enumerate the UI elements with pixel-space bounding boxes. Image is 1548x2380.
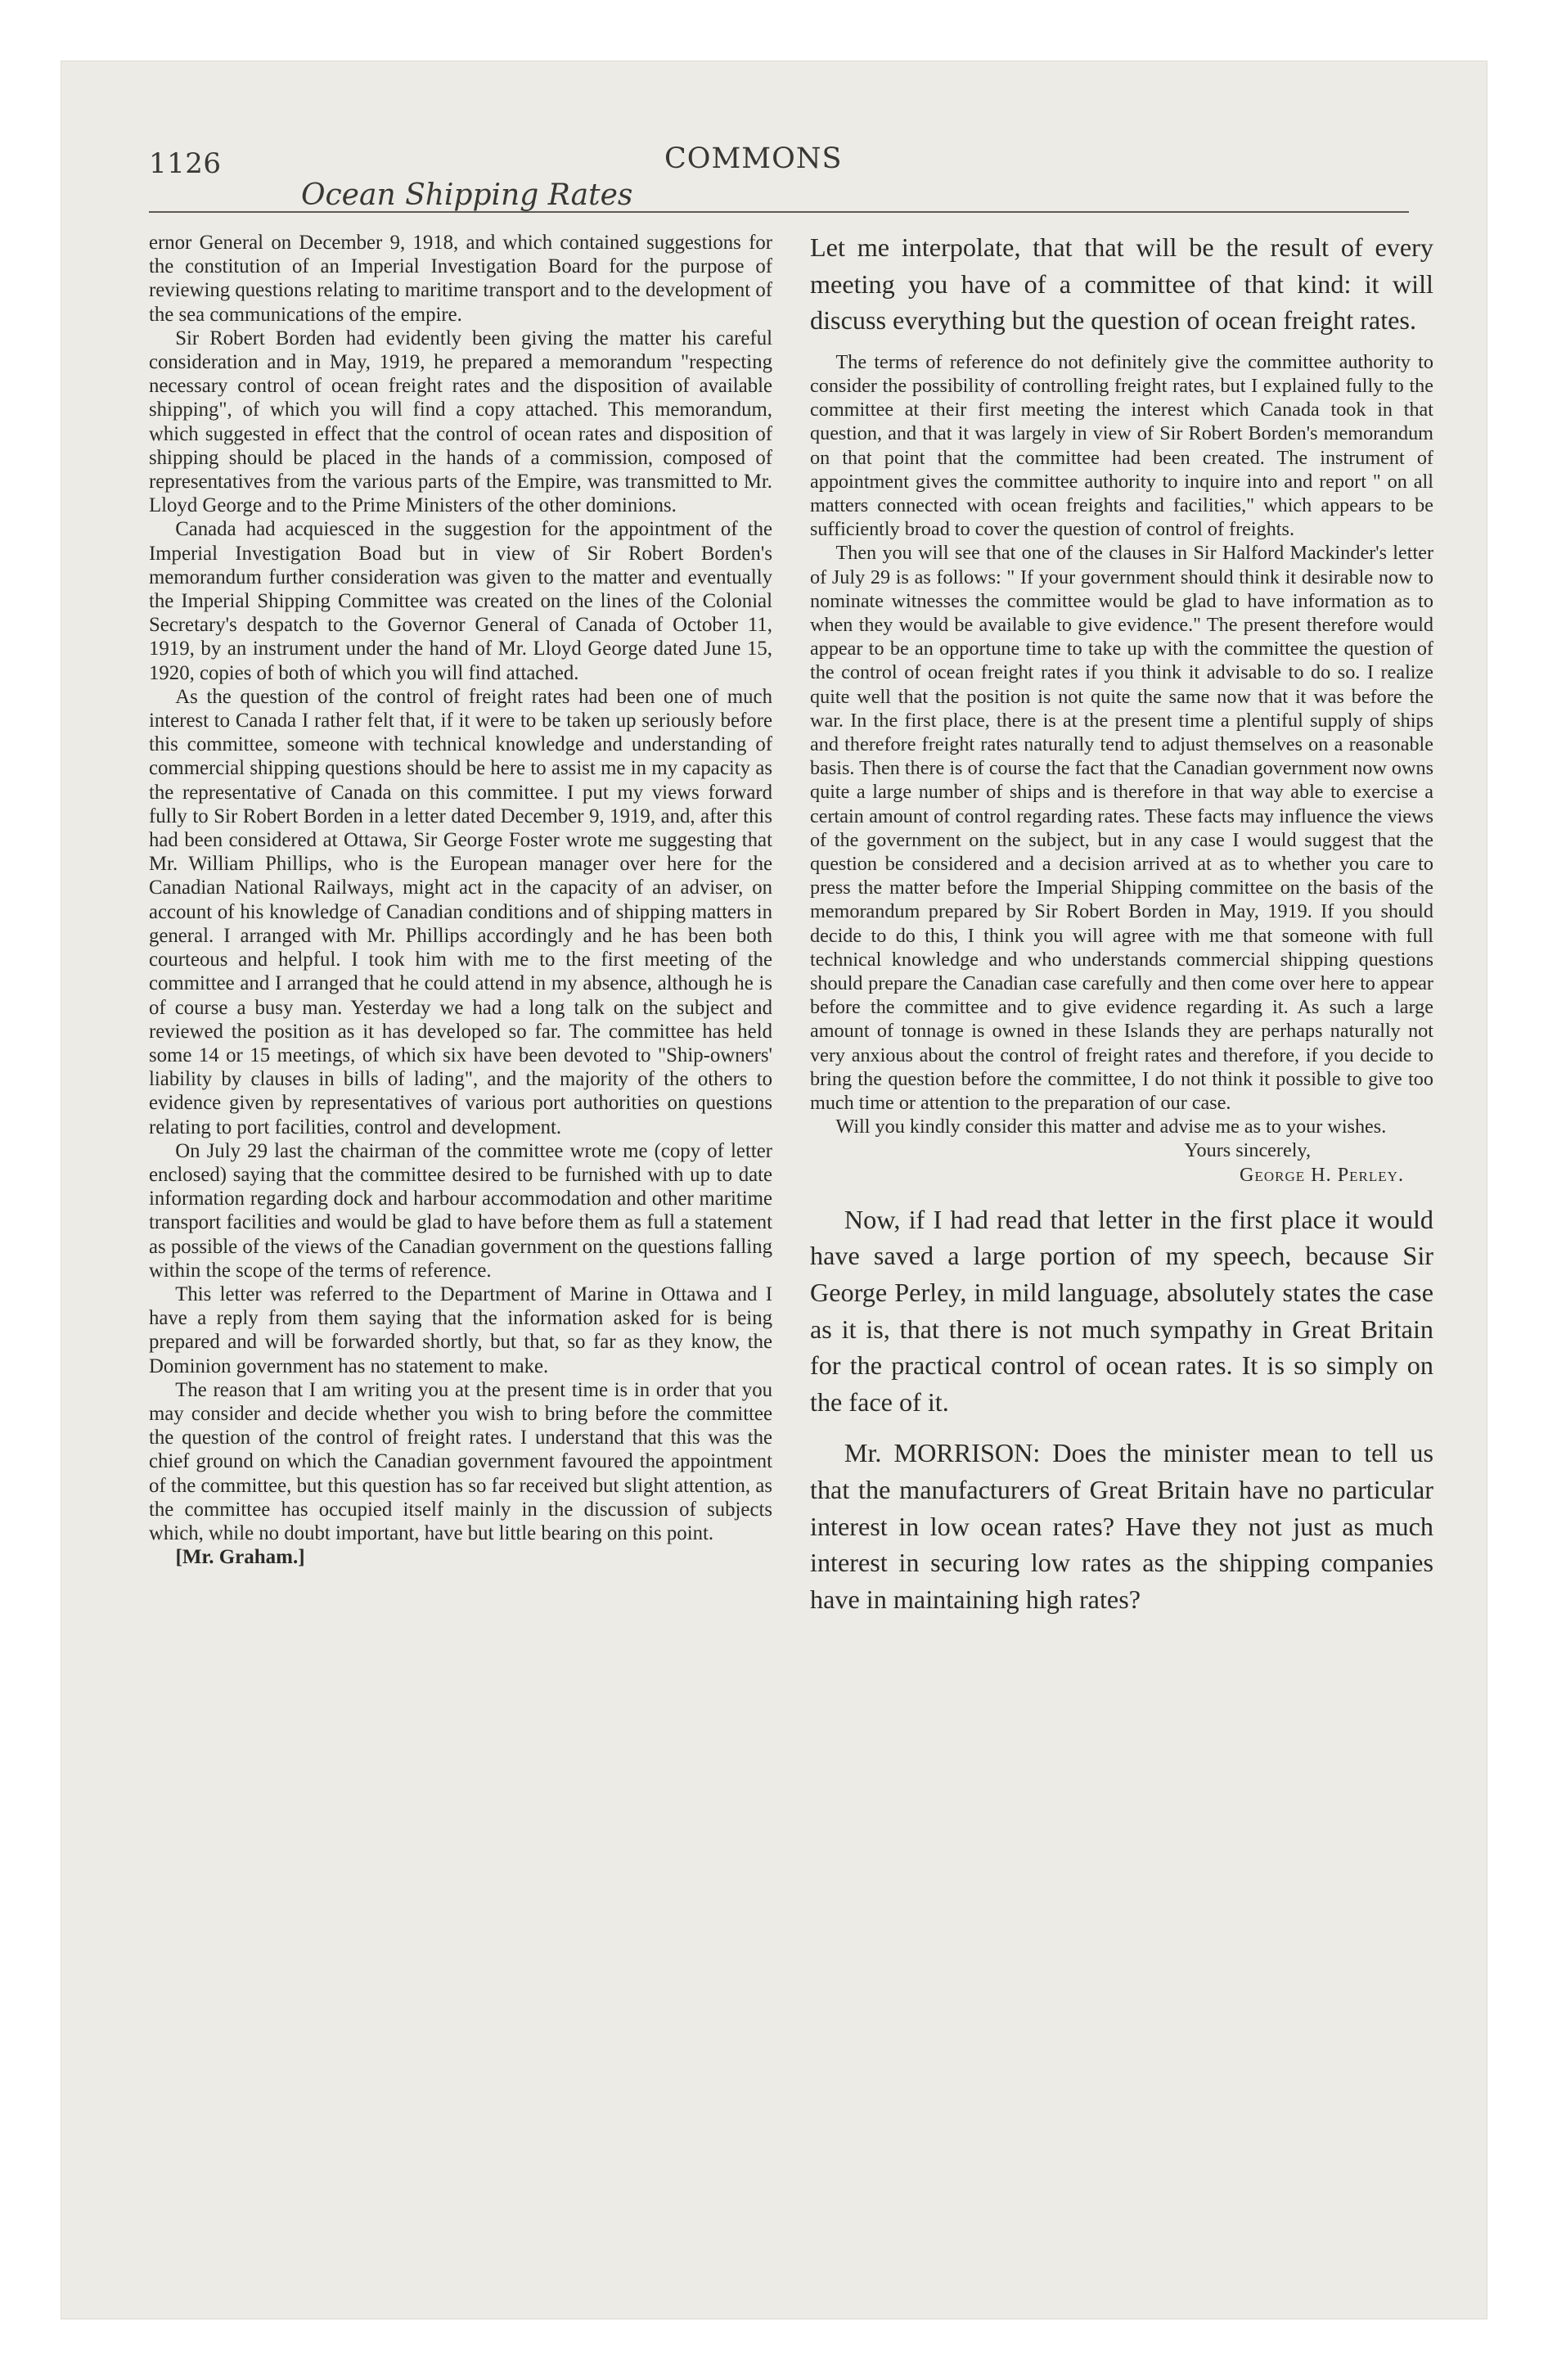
letter-closing: Yours sincerely, — [1184, 1139, 1311, 1162]
paragraph: On July 29 last the chairman of the committee wrote me (copy of letter enclosed) saying that the committee desired to be furnished with up to date information regarding dock and harbour accommodation and other maritime transport facilities and would be glad to have before them as full a statement as possible of the views of the Canadian government on the questions falling within the scope of the terms of reference. — [149, 1139, 772, 1282]
speech-paragraph: Now, if I had read that letter in the first place it would have saved a large portion of my speech, because Sir George Perley, in mild language, absolutely states the case as it is, that there is not much sympathy in Great Britain for the practical control of ocean rates. It is so simply on the face of it. — [810, 1204, 1433, 1417]
speech-paragraph: Mr. MORRISON: Does the minister mean to tell us that the manufacturers of Great Britain have no particular interest in low ocean rates? Have they not just as much interest in securing low rates as the shipping companies have in maintaining high rates? — [810, 1438, 1433, 1614]
letter-paragraph: Will you kindly consider this matter and advise me as to your wishes. — [835, 1116, 1387, 1138]
letter-paragraph: The terms of reference do not definitely give the committee authority to consider the possibility of controlling freight rates, but I explained fully to the committee at their first meeting the interest which Canada took in that question, and that it was largely in view of Sir Robert Borden's memorandum on that point that the committee had been created. The instrument of appointment gives the committee authority to inquire into and report " on all matters connected with ocean freights and facilities," which appears to be sufficiently broad to cover the question of control of freights. — [810, 350, 1433, 541]
paragraph: Sir Robert Borden had evidently been giving the matter his careful consideration and in May, 1919, he prepared a memorandum "respecting necessary control of ocean freight rates and the disposition of available shipping", of which you will find a copy attached. This memorandum, which suggested in effect that the control of ocean rates and disposition of shipping should be placed in the hands of a commission, composed of representatives from the various parts of the Empire, was transmitted to Mr. Lloyd George and to the Prime Ministers of the other dominions. — [149, 327, 772, 517]
header-rule — [149, 211, 1409, 213]
paragraph: ernor General on December 9, 1918, and which contained suggestions for the constitution of an Imperial Investigation Board for the purpose of reviewing questions relating to maritime transport and to the development of the sea communications of the empire. — [149, 232, 772, 326]
letter-signature: George H. Perley. — [1239, 1163, 1404, 1186]
right-column — [810, 229, 1433, 1617]
letter-paragraph: Then you will see that one of the clauses in Sir Halford Mackinder's letter of July 29 is as follows: " If your government should think it desirable now to nominate witnesses the committee would be glad to have information as to when they would be available to give evidence." The present therefore would appear to be an opportune time to take up with the committee the question of the control of ocean freight rates if you think it advisable to do so. I realize quite well that the position is not quite the same now that it was before the war. In the first place, there is at the present time a plentiful supply of ships and therefore freight rates naturally tend to adjust themselves on a reasonable basis. Then there is of course the fact that the Canadian government now owns quite a large number of ships and is therefore in that way able to exercise a certain amount of control regarding rates. These facts may influence the views of the government on the subject, but in any case I would suggest that the question be considered and a decision arrived at as to whether you care to press the matter before the Imperial Shipping committee on the basis of the memorandum prepared by Sir Robert Borden in May, 1919. If you should decide to do this, I think you will agree with me that someone with full technical knowledge and who understands commercial shipping questions should prepare the Canadian case carefully and then come over here to appear before the committee and to give evidence regarding it. As such a large amount of tonnage is owned in these Islands they are perhaps naturally not very anxious about the control of freight rates and therefore, if you decide to bring the question before the committee, I do not think it possible to give too much time or attention to the preparation of our case. — [810, 542, 1433, 1115]
speaker-attribution: [Mr. Graham.] — [175, 1546, 305, 1569]
paragraph: As the question of the control of freight rates had been one of much interest to Canada I rather felt that, if it were to be taken up seriously before this committee, someone with technical knowledge and understanding of commercial shipping questions should be here to assist me in my capacity as the representative of Canada on this committee. I put my views forward fully to Sir Robert Borden in a letter dated December 9, 1919, and, after this had been considered at Ottawa, Sir George Foster wrote me suggesting that Mr. William Phillips, who is the European manager over here for the Canadian National Railways, might act in the capacity of an adviser, on account of his knowledge of Canadian conditions and of shipping matters in general. I arranged with Mr. Phillips accordingly and he has been both courteous and helpful. I took him with me to the first meeting of the committee and I arranged that he could attend in my absence, although he is of course a busy man. Yesterday we had a long talk on the subject and reviewed the position as it has developed so far. The committee has held some 14 or 15 meetings, of which six have been devoted to "Ship-owners' liability by clauses in bills of lading", and the majority of the others to evidence given by representatives of various port authorities on questions relating to port facilities, control and development. — [149, 685, 772, 1138]
running-head: COMMONS — [664, 142, 843, 175]
paragraph: The reason that I am writing you at the present time is in order that you may consider and decide whether you wish to bring before the committee the question of the control of freight rates. I understand that this was the chief ground on which the Canadian government favoured the appointment of the committee, but this question has so far received but slight attention, as the committee has occupied itself mainly in the discussion of subjects which, while no doubt important, have but little bearing on this point. — [149, 1378, 772, 1544]
page-subtitle: Ocean Shipping Rates — [301, 178, 633, 212]
left-column — [149, 231, 772, 1569]
paragraph: This letter was referred to the Department of Marine in Ottawa and I have a reply from them saying that the information asked for is being prepared and will be forwarded shortly, but that, so far as they know, the Dominion government has no statement to make. — [149, 1282, 772, 1377]
page-number: 1126 — [149, 147, 222, 180]
speech-paragraph: Let me interpolate, that that will be the result of every meeting you have of a committee of that kind: it will discuss everything but the question of ocean freight rates. — [810, 232, 1433, 336]
paragraph: Canada had acquiesced in the suggestion for the appointment of the Imperial Investigation Boad but in view of Sir Robert Borden's memorandum further consideration was given to the matter and eventually the Imperial Shipping Committee was created on the lines of the Colonial Secretary's despatch to the Governor General of Canada of October 11, 1919, by an instrument under the hand of Mr. Lloyd George dated June 15, 1920, copies of both of which you will find attached. — [149, 518, 772, 684]
